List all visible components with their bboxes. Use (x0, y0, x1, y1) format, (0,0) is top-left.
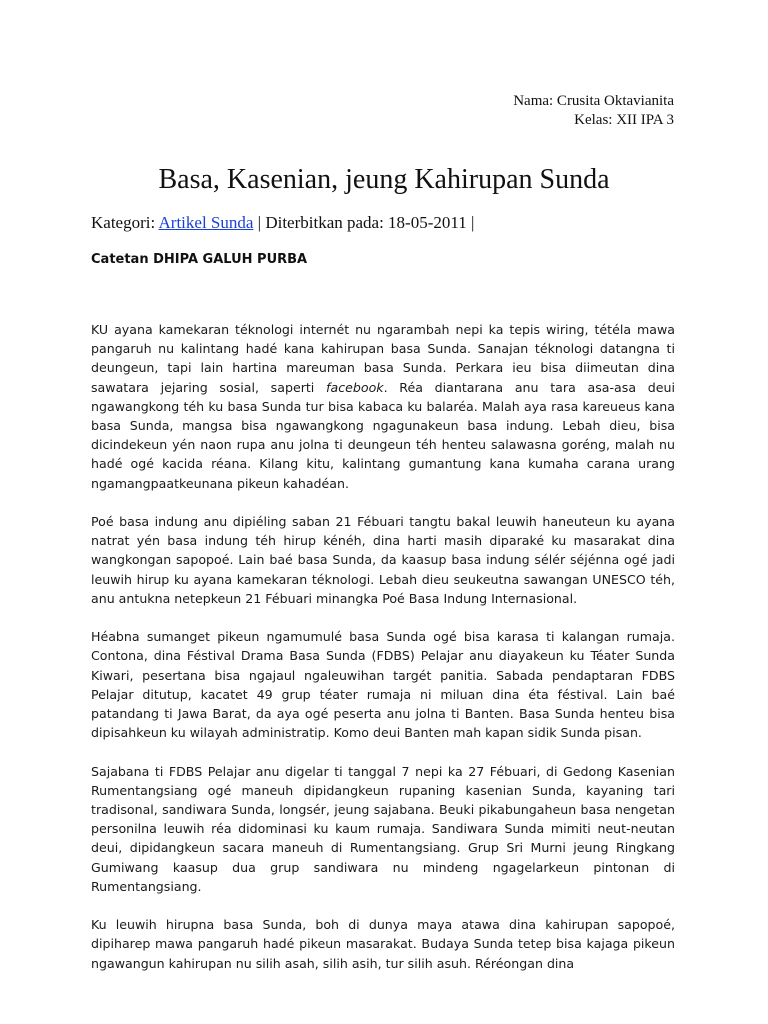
category-line (91, 212, 474, 234)
paragraph-2: Poé basa indung anu dipiéling saban 21 Fébuari tangtu bakal leuwih haneuteun ku ayana natrat yén basa indung téh hirup kénéh, dina harti masih diparaké ku masarakat dina wangkongan sapopoé. Lain baé basa Sunda, da kaasup basa indung sélér séjénna ogé jadi leuwih hirup ku ayana kamekaran téknologi. Lebah dieu seukeutna sawangan UNESCO téh, anu antukna netepkeun 21 Fébuari minangka Poé Basa Indung Internasional. (91, 514, 675, 606)
category-prefix: Kategori: (91, 213, 159, 232)
author-note: Catetan DHIPA GALUH PURBA (91, 252, 308, 267)
student-info (513, 92, 674, 130)
paragraph-1-part-b: . Réa diantarana anu tara asa-asa deui ngawangkong téh ku basa Sunda tur bisa kabaca ku balaréa. Malah aya rasa kareueus kana basa Sunda, mangsa bisa ngawangkong ngagunakeun basa indung. Lebah dieu, bisa dicindekeun yén naon rupa anu jolna ti deungeun téh henteu salawasna goréng, malah nu hadé ogé kacida réana. Kilang kitu, kalintang gumantung kana kumaha carana urang ngamangpaatkeunana pikeun kahadéan. (91, 379, 675, 491)
student-class: Kelas: XII IPA 3 (574, 112, 674, 128)
document-title: Basa, Kasenian, jeung Kahirupan Sunda (158, 164, 610, 195)
paragraph-1 (91, 320, 675, 493)
publish-date: | Diterbitkan pada: 18-05-2011 | (253, 213, 475, 232)
paragraph-4: Sajabana ti FDBS Pelajar anu digelar ti tanggal 7 nepi ka 27 Fébuari, di Gedong Kasenian Rumentangsiang ogé maneuh dipidangkeun rupaning kasenian Sunda, kayaning tari tradisonal, sandiwara Sunda, longsér, jeung sajabana. Beuki pikabungaheun basa nengetan personilna leuwih réa didominasi ku kaum rumaja. Sandiwara Sunda mimiti neut-neutan deui, dipidangkeun sacara maneuh di Rumentangsiang. Grup Sri Murni jeung Ringkang Gumiwang kaasup dua grup sandiwara nu mindeng ngagelarkeun pintonan di Rumentangsiang. (91, 763, 675, 894)
paragraph-5: Ku leuwih hirupna basa Sunda, boh di dunya maya atawa dina kahirupan sapopoé, dipiharep mawa pangaruh hadé pikeun masarakat. Budaya Sunda tetep bisa kajaga pikeun ngawangun kahirupan nu silih asah, silih asih, tur silih asuh. Réréongan dina (91, 917, 675, 971)
paragraph-3: Héabna sumanget pikeun ngamumulé basa Sunda ogé bisa karasa ti kalangan rumaja. Contona, dina Féstival Drama Basa Sunda (FDBS) Pelajar anu diayakeun ku Téater Sunda Kiwari, pesertana bisa ngajaul ngaleuwihan targét panitia. Sabada pendaptaran FDBS Pelajar ditutup, kacatet 49 grup téater rumaja ni miluan dina éta féstival. Lain baé patandang ti Jawa Barat, da aya ogé peserta anu jolna ti Banten. Basa Sunda henteu bisa dipisahkeun ku wilayah administratip. Komo deui Banten mah kapan sidik Sunda pisan. (91, 629, 675, 741)
article-body (91, 320, 675, 992)
student-name: Nama: Crusita Oktavianita (513, 93, 674, 109)
paragraph-1-part-a: KU ayana kamekaran téknologi internét nu ngarambah nepi ka tepis wiring, tétéla mawa pangaruh nu kalintang hadé kana kahirupan basa Sunda. Sanajan téknologi datangna ti deungeun, tapi lain hartina mareuman basa Sunda. Perkara ieu bisa diimeutan dina sawatara jejaring sosial, saperti (91, 322, 675, 395)
paragraph-1-italic: facebook (326, 379, 384, 395)
category-link[interactable]: Artikel Sunda (158, 213, 254, 232)
